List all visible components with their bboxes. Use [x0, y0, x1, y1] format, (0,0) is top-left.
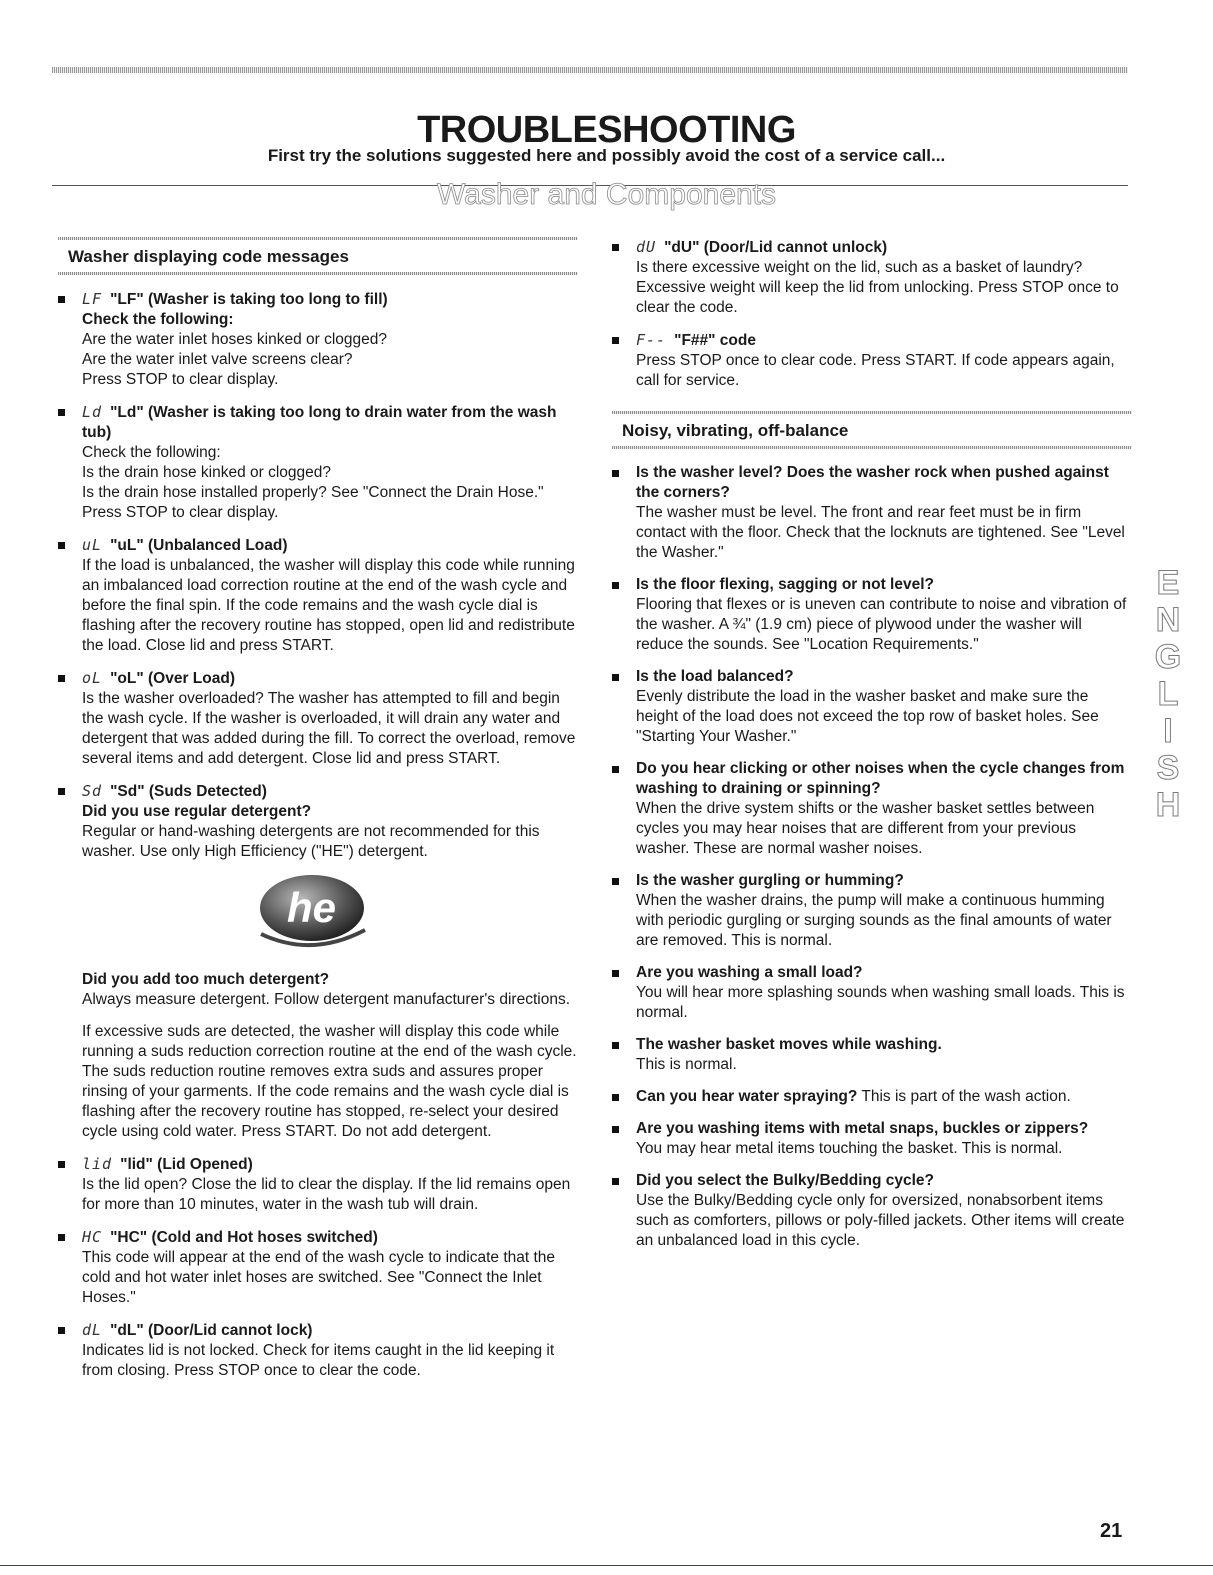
- bullet-icon: [612, 582, 619, 589]
- item-subtitle: Check the following:: [82, 311, 234, 328]
- code-item-ol: [58, 668, 578, 769]
- item-body: Flooring that flexes or is uneven can contribute to noise and vibration of the washer. A ¾" (1.9 cm) piece of plywood under the washer will reduce the sounds. See "Location Requirements.": [636, 596, 1127, 653]
- item-body: Use the Bulky/Bedding cycle only for oversized, nonabsorbent items such as comforters, pillows or poly-filled jackets. Other items will create an unbalanced load in this cycle.: [636, 1192, 1125, 1249]
- item-body: This is part of the wash action.: [857, 1088, 1071, 1105]
- item-title: Is the washer gurgling or humming?: [636, 872, 904, 889]
- code-item-hc: [58, 1227, 578, 1308]
- side-tab-letter: I: [1163, 712, 1173, 750]
- item-body: When the washer drains, the pump will make a continuous humming with periodic gurgling or surging sounds as the final amounts of water are removed. This is normal.: [636, 892, 1112, 949]
- item-body: If the load is unbalanced, the washer will display this code while running an imbalanced load correction routine at the end of the wash cycle and before the final spin. If the code remains and the wash cycle dial is flashing after the recovery routine has stopped, open lid and redistribute the load. Close lid and press START.: [82, 557, 575, 654]
- code-item-dl: [58, 1320, 578, 1381]
- code-item-ld: [58, 402, 578, 523]
- display-code-glyph: dL: [82, 1321, 103, 1339]
- noise-item: [612, 1087, 1132, 1107]
- left-column: [58, 237, 578, 1393]
- item-title: "oL" (Over Load): [110, 670, 235, 687]
- display-code-glyph: Ld: [82, 403, 103, 421]
- display-code-glyph: LF: [82, 290, 103, 308]
- item-title: Are you washing items with metal snaps, buckles or zippers?: [636, 1120, 1089, 1137]
- item-body: Are the water inlet hoses kinked or clogged? Are the water inlet valve screens clear? Press STOP to clear display.: [82, 331, 388, 388]
- item-body: Press STOP once to clear code. Press START. If code appears again, call for service.: [636, 352, 1115, 389]
- bullet-icon: [58, 1161, 65, 1168]
- item-subtitle: Did you add too much detergent?: [82, 971, 330, 988]
- display-code-glyph: Sd: [82, 782, 103, 800]
- item-subtitle: Did you use regular detergent?: [82, 803, 312, 820]
- item-title: The washer basket moves while washing.: [636, 1036, 942, 1053]
- item-body: Evenly distribute the load in the washer basket and make sure the height of the load does not exceed the top row of basket holes. See "Starting Your Washer.": [636, 688, 1099, 745]
- noise-item: [612, 759, 1132, 859]
- section-title: Washer and Components: [436, 178, 777, 211]
- item-title: "F##" code: [674, 332, 756, 349]
- bullet-icon: [612, 1126, 619, 1133]
- item-body: You will hear more splashing sounds when washing small loads. This is normal.: [636, 984, 1125, 1021]
- item-title: "Ld" (Washer is taking too long to drain water from the wash tub): [82, 404, 557, 441]
- svg-text:he: he: [287, 884, 337, 931]
- item-body: The washer must be level. The front and rear feet must be in firm contact with the floor. Check that the locknuts are tightened. See "Level the Washer.": [636, 504, 1125, 561]
- section-heading-codes: Washer displaying code messages: [58, 237, 578, 275]
- footer-rule: [0, 1565, 1213, 1566]
- item-title: Do you hear clicking or other noises when the cycle changes from washing to draining or spinning?: [636, 760, 1125, 797]
- item-body: Always measure detergent. Follow detergent manufacturer's directions.: [82, 991, 571, 1008]
- item-title: Is the washer level? Does the washer rock when pushed against the corners?: [636, 464, 1109, 501]
- page-title: TROUBLESHOOTING: [417, 109, 796, 152]
- item-body: Is the lid open? Close the lid to clear the display. If the lid remains open for more than 10 minutes, water in the wash tub will drain.: [82, 1176, 571, 1213]
- side-tab-letter: G: [1154, 638, 1182, 676]
- bullet-icon: [612, 470, 619, 477]
- bullet-icon: [58, 409, 65, 416]
- he-logo-icon: [257, 872, 367, 952]
- noise-item: [612, 1035, 1132, 1075]
- bullet-icon: [612, 1178, 619, 1185]
- right-column: [612, 237, 1132, 1263]
- bullet-icon: [612, 1094, 619, 1101]
- code-item-f: [612, 330, 1132, 391]
- bullet-icon: [612, 1042, 619, 1049]
- bullet-icon: [612, 878, 619, 885]
- noise-item: [612, 463, 1132, 563]
- bullet-icon: [58, 788, 65, 795]
- code-item-ul: [58, 535, 578, 656]
- noise-item: [612, 575, 1132, 655]
- noise-item: [612, 871, 1132, 951]
- item-body: Check the following: Is the drain hose kinked or clogged? Is the drain hose installed properly? See "Connect the Drain Hose." Press STOP to clear display.: [82, 444, 544, 521]
- page-subtitle: First try the solutions suggested here and possibly avoid the cost of a service call...: [267, 146, 946, 165]
- bullet-icon: [58, 1327, 65, 1334]
- side-tab-letter: L: [1157, 675, 1179, 713]
- display-code-glyph: dU: [636, 238, 657, 256]
- display-code-glyph: HC: [82, 1228, 103, 1246]
- language-side-tab: [1148, 565, 1188, 824]
- side-tab-letter: S: [1156, 749, 1180, 787]
- display-code-glyph: oL: [82, 669, 103, 687]
- noise-item: [612, 667, 1132, 747]
- noise-item: [612, 1171, 1132, 1251]
- item-title: "dL" (Door/Lid cannot lock): [110, 1322, 313, 1339]
- item-title: Did you select the Bulky/Bedding cycle?: [636, 1172, 935, 1189]
- item-body: When the drive system shifts or the washer basket settles between cycles you may hear noises that are different from your previous washer. These are normal washer noises.: [636, 800, 1095, 857]
- bullet-icon: [612, 970, 619, 977]
- bullet-icon: [612, 244, 619, 251]
- side-tab-letter: N: [1155, 601, 1181, 639]
- page-number: 21: [1100, 1520, 1123, 1542]
- code-item-lid: [58, 1154, 578, 1215]
- item-title: "lid" (Lid Opened): [120, 1156, 253, 1173]
- display-code-glyph: F--: [636, 331, 667, 349]
- side-tab-letter: E: [1156, 564, 1180, 602]
- item-body: Is there excessive weight on the lid, such as a basket of laundry? Excessive weight will keep the lid from unlocking. Press STOP once to clear the code.: [636, 259, 1119, 316]
- bullet-icon: [58, 296, 65, 303]
- item-body: You may hear metal items touching the basket. This is normal.: [636, 1140, 1063, 1157]
- bullet-icon: [612, 766, 619, 773]
- item-body: If excessive suds are detected, the washer will display this code while running a suds reduction correction routine at the end of the wash cycle. The suds reduction routine removes extra suds and assures proper rinsing of your garments. If the code remains and the wash cycle dial is flashing after the recovery routine has stopped, re-select your desired cycle using cold water. Press START. Do not add detergent.: [82, 1023, 577, 1140]
- item-title: "HC" (Cold and Hot hoses switched): [110, 1229, 378, 1246]
- item-title: "Sd" (Suds Detected): [110, 783, 267, 800]
- item-body: This code will appear at the end of the wash cycle to indicate that the cold and hot water inlet hoses are switched. See "Connect the Inlet Hoses.": [82, 1249, 556, 1306]
- item-title: "dU" (Door/Lid cannot unlock): [664, 239, 888, 256]
- item-title: Are you washing a small load?: [636, 964, 863, 981]
- side-tab-letter: H: [1155, 786, 1181, 824]
- top-decorative-band: [52, 67, 1128, 73]
- display-code-glyph: lid: [82, 1155, 113, 1173]
- bullet-icon: [58, 542, 65, 549]
- item-body: Is the washer overloaded? The washer has attempted to fill and begin the wash cycle. If the washer is overloaded, it will drain any water and detergent that was added during the fill. To correct the overload, remove several items and add detergent. Close lid and press START.: [82, 690, 576, 767]
- item-body: This is normal.: [636, 1056, 737, 1073]
- bullet-icon: [58, 675, 65, 682]
- item-title: "uL" (Unbalanced Load): [110, 537, 288, 554]
- item-title: Is the load balanced?: [636, 668, 794, 685]
- item-body: Indicates lid is not locked. Check for items caught in the lid keeping it from closing. Press STOP once to clear the code.: [82, 1342, 555, 1379]
- noise-item: [612, 963, 1132, 1023]
- code-item-sd: [58, 781, 578, 1142]
- bullet-icon: [612, 337, 619, 344]
- code-item-lf: [58, 289, 578, 390]
- bullet-icon: [612, 674, 619, 681]
- display-code-glyph: uL: [82, 536, 103, 554]
- code-item-du: [612, 237, 1132, 318]
- item-title: Can you hear water spraying?: [636, 1088, 858, 1105]
- noise-item: [612, 1119, 1132, 1159]
- item-title: Is the floor flexing, sagging or not level?: [636, 576, 934, 593]
- item-body: Regular or hand-washing detergents are not recommended for this washer. Use only High Efficiency ("HE") detergent.: [82, 823, 540, 860]
- section-heading-noise: Noisy, vibrating, off-balance: [612, 411, 1132, 449]
- bullet-icon: [58, 1234, 65, 1241]
- item-title: "LF" (Washer is taking too long to fill): [110, 291, 388, 308]
